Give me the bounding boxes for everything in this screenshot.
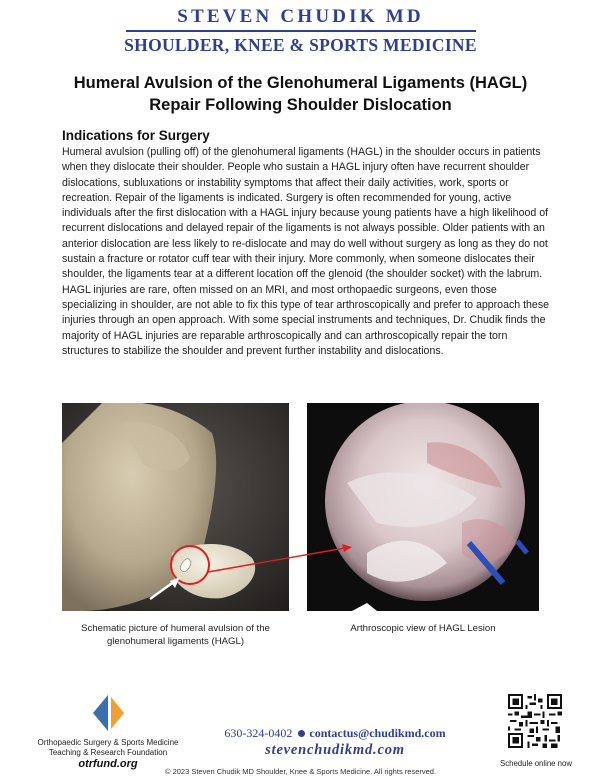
- letterhead: [0, 6, 601, 56]
- contact-block: [200, 726, 470, 759]
- right-figure-caption: Arthroscopic view of HAGL Lesion: [350, 623, 496, 634]
- qr-caption: Schedule online now: [500, 759, 572, 768]
- separator-dot-icon: [298, 730, 305, 737]
- left-figure-caption: Schematic picture of humeral avulsion of the glenohumeral ligaments (HAGL): [81, 623, 270, 647]
- foundation-logo-icon: [89, 695, 127, 731]
- contact-line: [200, 726, 470, 741]
- foundation-name-line-1: Orthopaedic Surgery & Sports Medicine: [37, 738, 179, 747]
- title-line-1: Humeral Avulsion of the Glenohumeral Ligaments (HAGL): [73, 74, 528, 92]
- annotation-connector: [200, 530, 360, 580]
- foundation-url[interactable]: otrfund.org: [78, 758, 138, 770]
- section-body: Humeral avulsion (pulling off) of the glenohumeral ligaments (HAGL) in the shoulder occurs in patients when they dislocate their shoulder. People who sustain a HAGL injury often have recurrent shoulder dislocations, subluxations or instability symptoms that affect their daily activities, work, sports or recreation. Repair of the ligaments is indicated. Surgery is often recommended for young, active individuals after the first dislocation with a HAGL injury because young patients have a high likelihood of recurrent dislocations and delayed repair of the ligaments is not always possible. Older patients with an anterior dislocation are less likely to re-dislocate and may do well without surgery as long as they do not sustain a fracture or rotator cuff tear with their injury. More commonly, when someone dislocates their shoulder, the ligaments tear at a different location off the glenoid (the shoulder socket) with the labrum. HAGL injuries are rare, often missed on an MRI, and most orthopaedic surgeons, even those specializing in shoulder, are not able to fix this type of tear arthroscopically and prefer to approach these injuries through an open approach. With some special instruments and techniques, Dr. Chudik finds the majority of HAGL injuries are reparable arthroscopically and can arthroscopically repair the torn structures to stabilize the shoulder and prevent further instability and dislocations.: [62, 146, 550, 357]
- foundation-block: [28, 695, 188, 771]
- section-heading: Indications for Surgery: [62, 128, 210, 143]
- website-link[interactable]: stevenchudikmd.com: [265, 742, 405, 758]
- practice-specialty: SHOULDER, KNEE & SPORTS MEDICINE: [124, 35, 477, 55]
- copyright-notice: © 2023 Steven Chudik MD Shoulder, Knee & Sports Medicine. All rights reserved.: [164, 767, 437, 776]
- page-title: [0, 72, 601, 116]
- title-line-2: Repair Following Shoulder Dislocation: [149, 96, 452, 114]
- qr-code-icon[interactable]: [508, 694, 562, 748]
- practice-name: STEVEN CHUDIK MD: [177, 6, 424, 27]
- email-link[interactable]: contactus@chudikmd.com: [309, 726, 446, 740]
- header-divider: [126, 30, 476, 32]
- phone-number[interactable]: 630-324-0402: [224, 726, 293, 740]
- foundation-name-line-2: Teaching & Research Foundation: [48, 748, 168, 757]
